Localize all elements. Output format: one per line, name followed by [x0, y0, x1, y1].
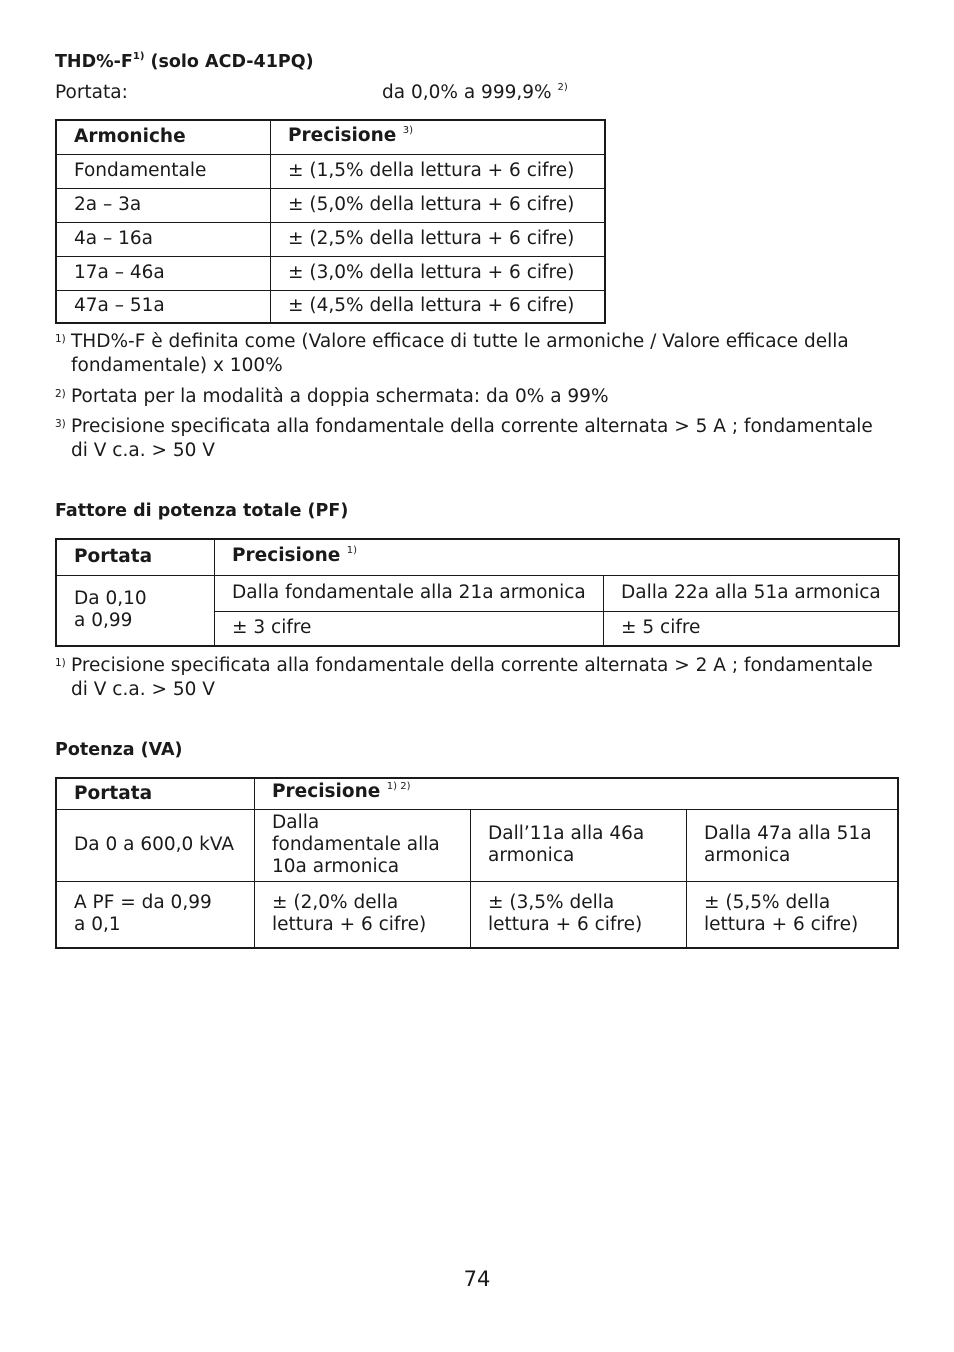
thd-footnote-3 [55, 415, 915, 463]
pf-table [55, 538, 900, 647]
va-title: Potenza (VA) [55, 740, 183, 760]
page-number: 74 [463, 1267, 491, 1291]
table-row [56, 575, 899, 611]
cell-line: 10a armonica [272, 856, 400, 877]
footnote-line: THD%-F è definita come (Valore efficace di tutte le armoniche / Valore efficace della [71, 331, 849, 352]
va-table [55, 777, 899, 949]
table-header-row [56, 778, 898, 809]
header-precisione-sup: 1) [346, 544, 358, 556]
thd-title-suffix: (solo ACD-41PQ) [150, 52, 314, 72]
cell-band [255, 809, 471, 881]
footnote-line: Precisione specificata alla fondamentale della corrente alternata > 2 A ; fondamentale [71, 655, 873, 676]
cell-accuracy: ± (4,5% della lettura + 6 cifre) [271, 290, 606, 323]
cell-harmonic: Fondamentale [56, 154, 271, 188]
footnote-line: Portata per la modalità a doppia schermata: da 0% a 99% [71, 386, 609, 407]
table-header-row [56, 120, 605, 154]
cell-accuracy: ± (5,0% della lettura + 6 cifre) [271, 188, 606, 222]
cell-line: A PF = da 0,99 [74, 892, 212, 914]
header-portata: Portata [56, 539, 215, 575]
cell-harmonic: 17a – 46a [56, 256, 271, 290]
cell-range-line: a 0,99 [74, 610, 133, 632]
thd-range-sup: 2) [557, 82, 568, 93]
cell-line: armonica [488, 845, 575, 866]
cell-range [56, 881, 255, 948]
cell-accuracy: ± (3,0% della lettura + 6 cifre) [271, 256, 606, 290]
header-precisione [255, 778, 899, 809]
table-row [56, 809, 898, 881]
cell-harmonic: 47a – 51a [56, 290, 271, 323]
table-row [56, 222, 605, 256]
header-precisione-text: Precisione [288, 124, 397, 146]
thd-title-text: THD%-F [55, 52, 133, 72]
cell-value: ± 3 cifre [215, 611, 604, 646]
cell-accuracy [255, 881, 471, 948]
cell-line: lettura + 6 cifre) [704, 914, 859, 936]
table-row [56, 881, 898, 948]
cell-value: ± 5 cifre [604, 611, 900, 646]
pf-title: Fattore di potenza totale (PF) [55, 501, 349, 521]
cell-range [56, 575, 215, 646]
cell-line: lettura + 6 cifre) [272, 914, 427, 936]
footnote-mark: 3) [55, 418, 66, 430]
header-precisione [271, 120, 606, 154]
table-row [56, 290, 605, 323]
footnote-line: di V c.a. > 50 V [71, 679, 215, 700]
footnote-line: di V c.a. > 50 V [71, 440, 215, 461]
cell-line: Dalla [272, 812, 320, 833]
footnote-mark: 1) [55, 657, 66, 669]
table-row [56, 154, 605, 188]
footnote-mark: 2) [55, 388, 66, 400]
cell-line: armonica [704, 845, 791, 866]
cell-line: a 0,1 [74, 914, 121, 936]
cell-accuracy [471, 881, 687, 948]
cell-line: ± (3,5% della [488, 892, 615, 914]
cell-harmonic: 4a – 16a [56, 222, 271, 256]
cell-line: Dall’11a alla 46a [488, 823, 645, 844]
cell-accuracy: ± (2,5% della lettura + 6 cifre) [271, 222, 606, 256]
thd-title [55, 52, 314, 72]
table-header-row [56, 539, 899, 575]
thd-table [55, 119, 606, 324]
thd-footnote-2 [55, 385, 915, 409]
cell-accuracy: ± (1,5% della lettura + 6 cifre) [271, 154, 606, 188]
cell-subheader: Dalla 22a alla 51a armonica [604, 575, 900, 611]
cell-harmonic: 2a – 3a [56, 188, 271, 222]
header-precisione-text: Precisione [232, 544, 341, 566]
footnote-mark: 1) [55, 333, 66, 345]
thd-range-label: Portata: [55, 82, 128, 103]
header-portata: Portata [56, 778, 255, 809]
cell-line: ± (5,5% della [704, 892, 831, 914]
cell-line: lettura + 6 cifre) [488, 914, 643, 936]
thd-footnote-1 [55, 330, 915, 378]
thd-range-value [382, 81, 568, 108]
cell-line: fondamentale alla [272, 834, 440, 855]
table-row [56, 256, 605, 290]
header-precisione-sup: 1) 2) [386, 781, 411, 793]
cell-band [471, 809, 687, 881]
cell-accuracy [687, 881, 899, 948]
header-precisione-sup: 3) [402, 124, 414, 136]
cell-band [687, 809, 899, 881]
cell-line: ± (2,0% della [272, 892, 399, 914]
cell-line: Dalla 47a alla 51a [704, 823, 872, 844]
footnote-line: fondamentale) x 100% [71, 355, 283, 376]
thd-title-sup: 1) [132, 51, 145, 62]
header-precisione-text: Precisione [272, 781, 381, 803]
table-row [56, 188, 605, 222]
cell-range: Da 0 a 600,0 kVA [56, 809, 255, 881]
cell-range-line: Da 0,10 [74, 588, 147, 610]
thd-range-value-text: da 0,0% a 999,9% [382, 82, 552, 103]
cell-subheader: Dalla fondamentale alla 21a armonica [215, 575, 604, 611]
header-armoniche: Armoniche [56, 120, 271, 154]
pf-footnote [55, 654, 915, 702]
header-precisione [215, 539, 900, 575]
footnote-line: Precisione specificata alla fondamentale della corrente alternata > 5 A ; fondamentale [71, 416, 873, 437]
